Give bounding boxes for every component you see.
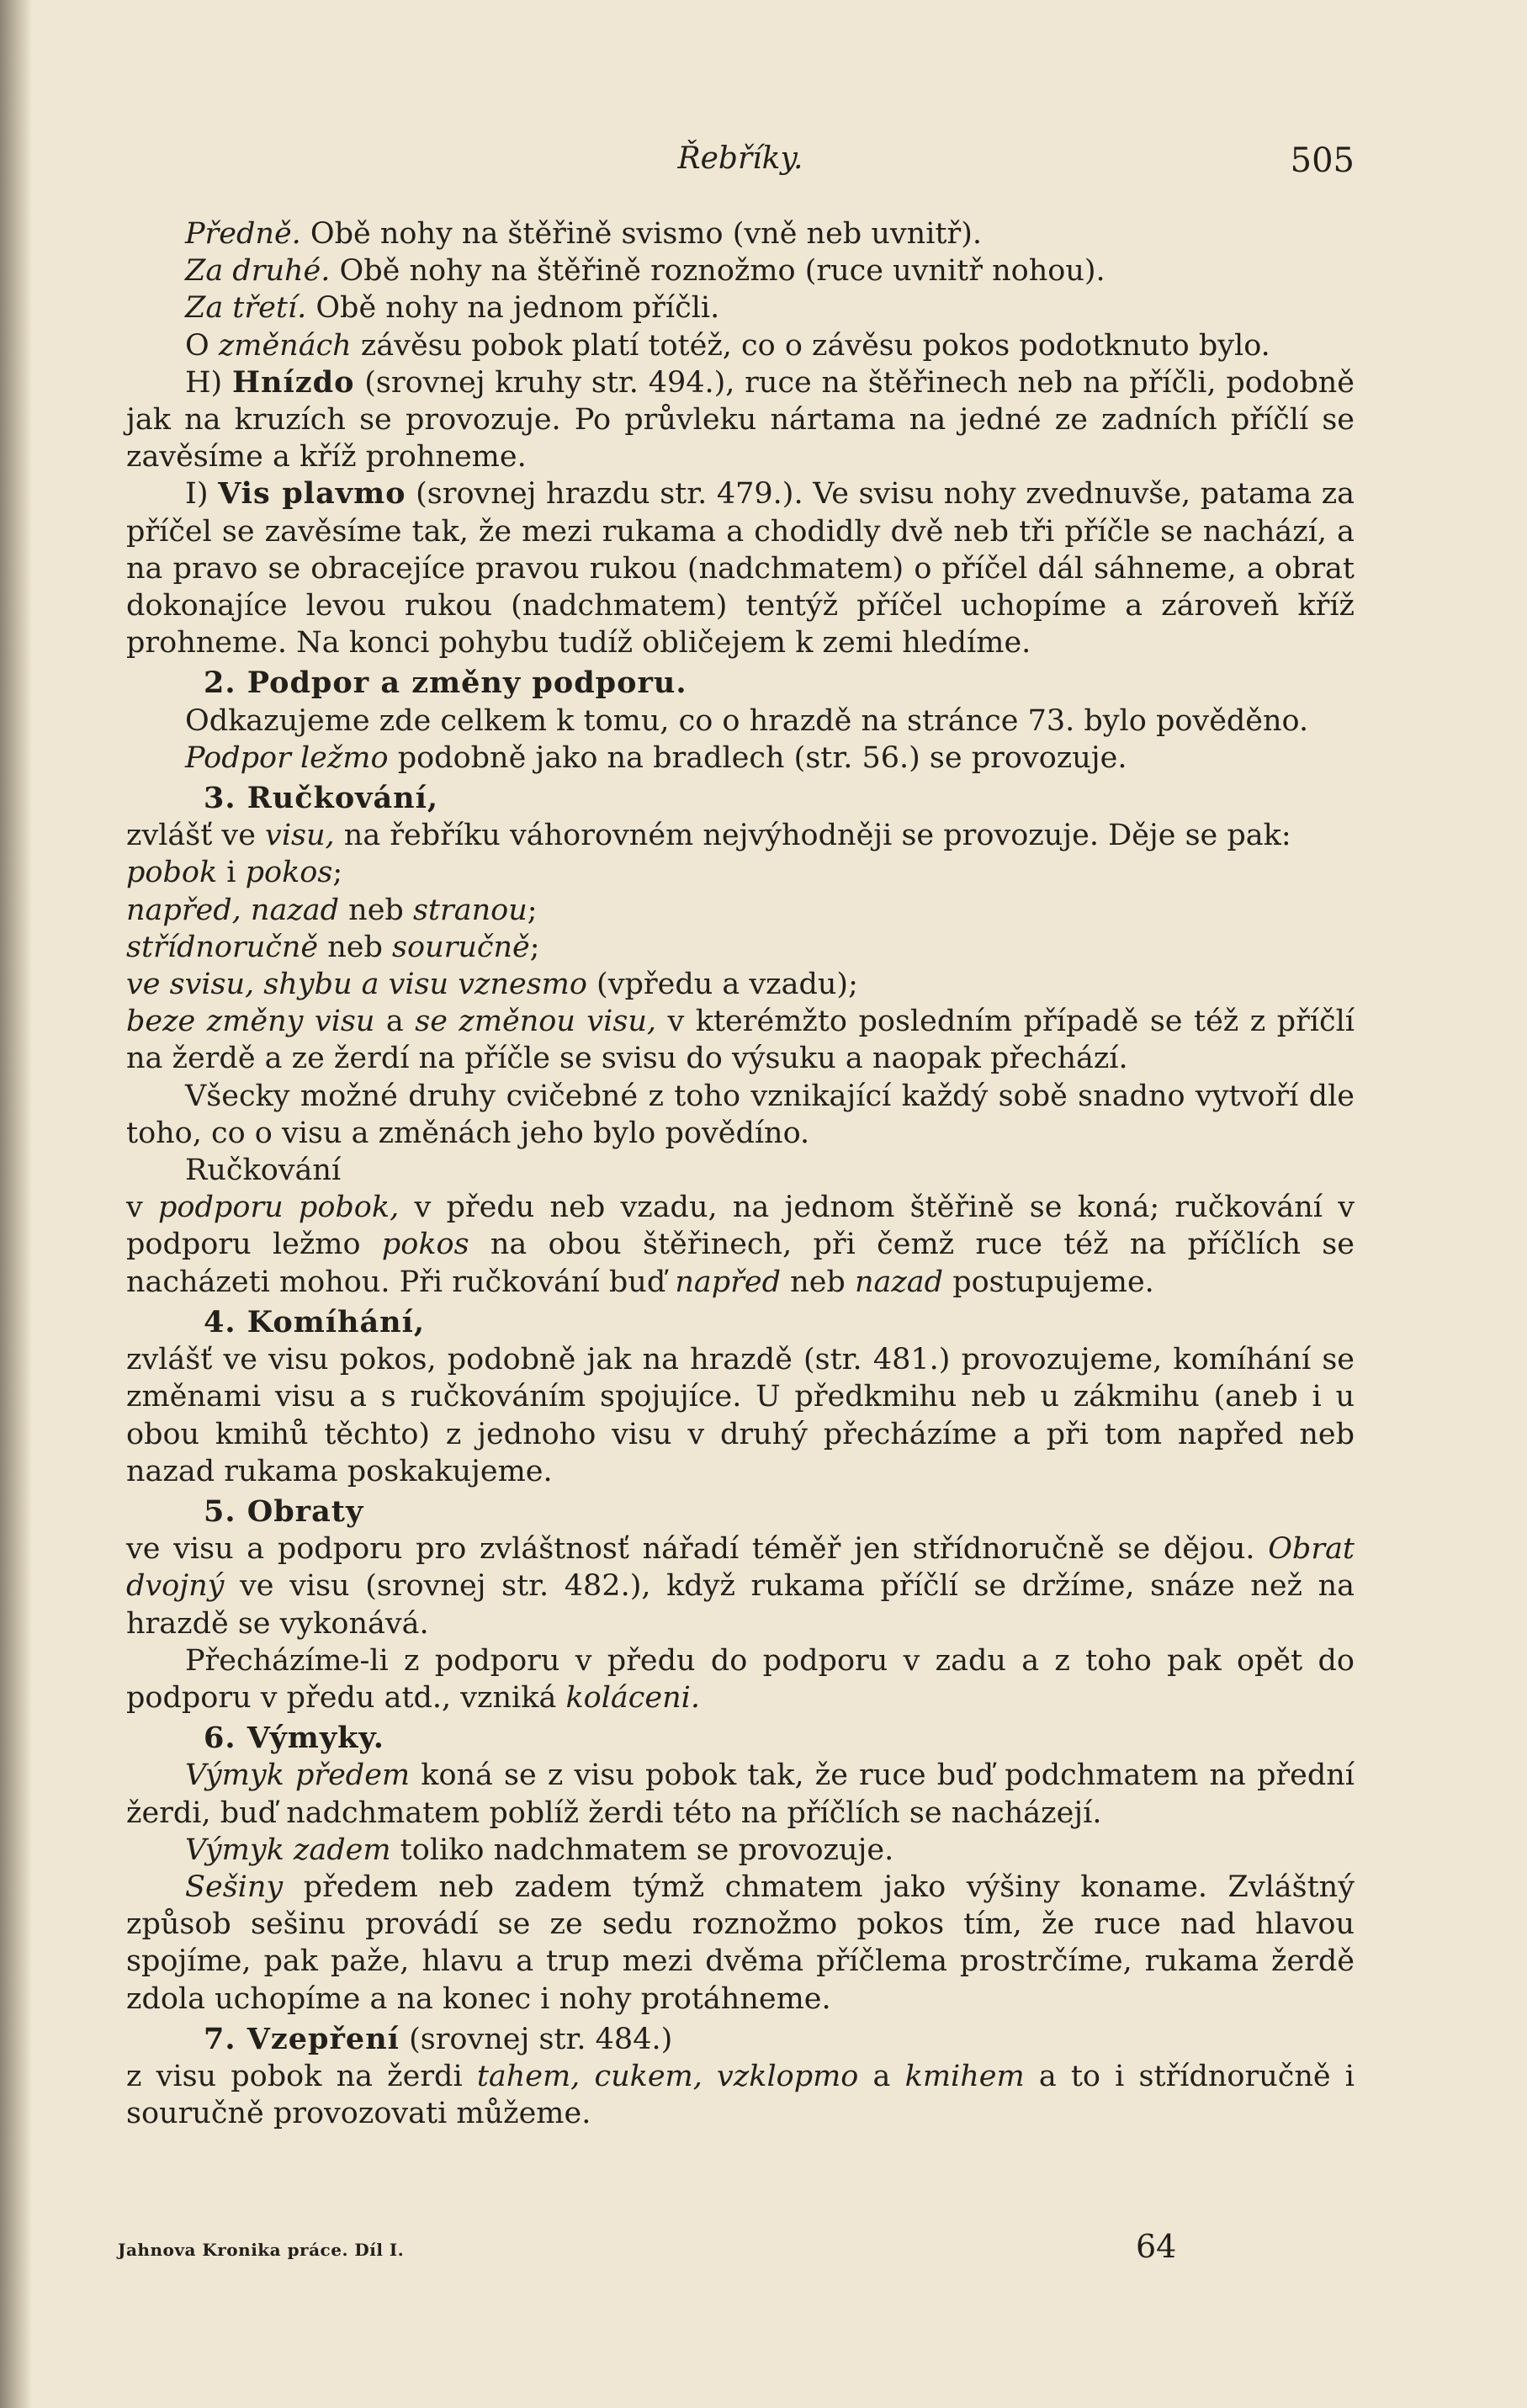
italic-term: podporu pobok, <box>158 1191 400 1225</box>
paragraph: Odkazujeme zde celkem k tomu, co o hrazdě na stránce 73. bylo pověděno. <box>185 703 1309 738</box>
paragraph <box>126 1869 1355 2018</box>
section-title: 2. Podpor a změny podporu. <box>204 666 687 701</box>
page-gutter-shadow <box>0 0 32 2408</box>
text-run: I) <box>185 477 219 512</box>
paragraph: Všecky možné druhy cvičebné z toho vznikající každý sobě snadno vytvoří dle toho, co o visu a změnách jeho bylo povědíno. <box>126 1079 1355 1150</box>
text-run: (srovnej hrazdu str. 479.). Ve svisu nohy zvednuvše, patama za příčel se zavěsíme tak, že mezi rukama a chodidly dvě neb tři příčle se nachází, a na pravo se obracejíce pravou rukou (nadchmatem) o příčel dál sáhneme, a obrat dokonajíce levou rukou (nadchmatem) tentýž příčel uchopíme a zároveň kříž prohneme. Na konci pohybu tudíž obličejem k zemi hledíme. <box>126 477 1355 660</box>
italic-label: Za třetí. <box>185 291 307 326</box>
text-run: předem neb zadem týmž chmatem jako výšiny koname. Zvláštný způsob sešinu provádí se ze sedu roznožmo pokos tím, že ruce nad hlavou spojíme, pak paže, hlavu a trup mezi dvěma příčlema prostrčíme, rukama žerdě zdola uchopíme a na konec i nohy protáhneme. <box>126 1870 1355 2016</box>
body-text <box>126 215 1355 2132</box>
paragraph <box>126 817 1355 854</box>
text-run: i <box>217 856 246 890</box>
section-heading-5 <box>126 1493 1355 1530</box>
page-footer <box>118 2228 1178 2270</box>
italic-term: kmihem <box>904 2059 1025 2093</box>
paragraph-h <box>126 364 1355 476</box>
paragraph <box>126 1757 1355 1831</box>
italic-term: se změnou visu, <box>415 1005 657 1039</box>
text-run: Obě nohy na štěřině roznožmo (ruce uvnitř nohou). <box>330 254 1105 289</box>
text-run: z visu pobok na žerdi <box>126 2059 477 2093</box>
paragraph: zvlášť ve visu pokos, podobně jak na hrazdě (str. 481.) provozujeme, komíhání se změnami visu a s ručkováním spojujíce. U předkmihu neb u zákmihu (aneb i u obou kmihů těchto) z jednoho visu v druhý přecházíme a při tom napřed neb nazad rukama poskakujeme. <box>126 1343 1355 1488</box>
footer-title: Jahnova Kronika práce. Díl I. <box>118 2240 405 2260</box>
italic-term: Podpor ležmo <box>185 740 389 775</box>
italic-term: beze změny visu <box>126 1005 375 1039</box>
italic-term: tahem, cukem, vzklopmo <box>476 2059 859 2093</box>
section-title: 6. Výmyky. <box>204 1721 384 1756</box>
text-run: (srovnej str. 484.) <box>399 2022 673 2056</box>
text-run: podobně jako na bradlech (str. 56.) se provozuje. <box>388 740 1127 775</box>
text-run: neb <box>339 893 413 927</box>
text-run: O <box>185 328 219 363</box>
signature-mark: 64 <box>1136 2228 1177 2265</box>
paragraph <box>126 252 1355 289</box>
italic-term: napřed <box>675 1265 782 1299</box>
section-title: 5. Obraty <box>204 1493 364 1529</box>
text-run: Přecházíme-li z podporu v předu do podporu v zadu a z toho pak opět do podporu v předu atd., vzniká <box>126 1643 1355 1715</box>
text-run: na řebříku váhorovném nejvýhodněji se provozuje. Děje se pak: <box>334 819 1291 853</box>
paragraph <box>126 1642 1355 1716</box>
text-run: a to i střídnoručně i souručně provozovati můžeme. <box>126 2059 1355 2131</box>
italic-term: visu, <box>265 819 335 853</box>
text-run: (vpředu a vzadu); <box>586 968 858 1002</box>
list-item <box>126 1003 1355 1077</box>
text-run: neb <box>781 1265 855 1299</box>
text-run: ve visu (srovnej str. 482.), když rukama příčlí se držíme, snáze než na hrazdě se vykonává. <box>126 1569 1355 1641</box>
text-run: ; <box>332 856 343 890</box>
italic-term: souručně <box>392 930 530 964</box>
italic-term: koláceni. <box>565 1680 700 1715</box>
paragraph-i <box>126 475 1355 661</box>
text-run: a <box>374 1005 416 1039</box>
paragraph <box>126 1530 1355 1642</box>
text-run: Obě nohy na jednom příčli. <box>306 291 720 326</box>
paragraph <box>126 1832 1355 1869</box>
section-heading-7 <box>126 2021 1355 2058</box>
section-heading-4 <box>126 1304 1355 1341</box>
text-run: zvlášť ve <box>126 819 266 853</box>
text-run: v <box>126 1191 159 1225</box>
paragraph <box>126 327 1355 364</box>
italic-label: Předně. <box>185 217 301 251</box>
italic-term: Výmyk předem <box>185 1758 411 1793</box>
text-run: v předu neb vzadu, na jednom štěřině se koná; ručkování v podporu ležmo <box>126 1191 1355 1262</box>
paragraph <box>126 289 1355 326</box>
italic-term: Sešiny <box>185 1870 284 1904</box>
section-heading-2 <box>126 665 1355 702</box>
list-item <box>126 929 1355 966</box>
text-run: závěsu pobok platí totéž, co o závěsu pokos podotknuto bylo. <box>351 328 1270 363</box>
page-number: 505 <box>1290 141 1355 180</box>
text-run: ve visu a podporu pro zvláštnosť nářadí téměř jen střídnoručně se dějou. <box>126 1532 1269 1567</box>
text-run: v kterémžto posledním případě se též z příčlí na žerdě a ze žerdí na příčle se svisu do výsuku a naopak přechází. <box>126 1005 1355 1076</box>
italic-term: napřed, nazad <box>126 893 340 927</box>
text-run: na obou štěřinech, při čemž ruce též na příčlích se nacházeti mohou. Při ručkování buď <box>126 1228 1355 1299</box>
text-run: (srovnej kruhy str. 494.), ruce na štěřinech neb na příčli, podobně jak na kruzích se provozuje. Po průvleku nártama na jedné ze zadních příčlí se zavěsíme a kříž prohneme. <box>126 365 1355 475</box>
text-run: Obě nohy na štěřině svismo (vně neb uvnitř). <box>300 217 982 251</box>
bold-term: Hnízdo <box>231 364 355 400</box>
section-heading-3 <box>126 780 1355 817</box>
text-run: neb <box>318 930 393 964</box>
section-title: 3. Ručkování, <box>204 781 439 816</box>
text-run: postupujeme. <box>943 1265 1154 1299</box>
italic-term: stranou <box>412 893 528 927</box>
list-item <box>126 892 1355 929</box>
paragraph <box>126 215 1355 252</box>
section-title: 4. Komíhání, <box>204 1304 426 1339</box>
text-run: a <box>858 2059 905 2093</box>
paragraph <box>126 740 1355 777</box>
paragraph <box>126 2058 1355 2132</box>
running-title: Řebříky. <box>677 141 803 176</box>
text-run: toliko nadchmatem se provozuje. <box>390 1833 894 1867</box>
bold-term: Vis plavmo <box>218 476 406 512</box>
italic-term: Obrat dvojný <box>126 1532 1355 1604</box>
page-header <box>126 141 1355 192</box>
italic-term: pokos <box>245 856 333 890</box>
italic-label: Za druhé. <box>185 254 331 289</box>
italic-term: ve svisu, shybu a visu vznesmo <box>126 968 587 1002</box>
text-run: H) <box>185 365 232 400</box>
italic-term: střídnoručně <box>126 930 319 964</box>
section-heading-6 <box>126 1720 1355 1757</box>
section-title: 7. Vzepření <box>204 2021 400 2056</box>
italic-term: nazad <box>854 1265 944 1299</box>
italic-term: pokos <box>381 1228 469 1262</box>
paragraph: Ručkování <box>185 1154 342 1188</box>
italic-term: změnách <box>218 328 352 363</box>
text-run: ; <box>527 893 538 927</box>
list-item <box>126 966 1355 1003</box>
text-run: ; <box>529 930 540 964</box>
paragraph <box>126 1189 1355 1301</box>
italic-term: pobok <box>126 856 218 890</box>
text-run: koná se z visu pobok tak, že ruce buď podchmatem na přední žerdi, buď nadchmatem poblíž žerdi této na příčlích se nacházejí. <box>126 1758 1355 1830</box>
list-item <box>126 854 1355 891</box>
italic-term: Výmyk zadem <box>185 1833 391 1867</box>
